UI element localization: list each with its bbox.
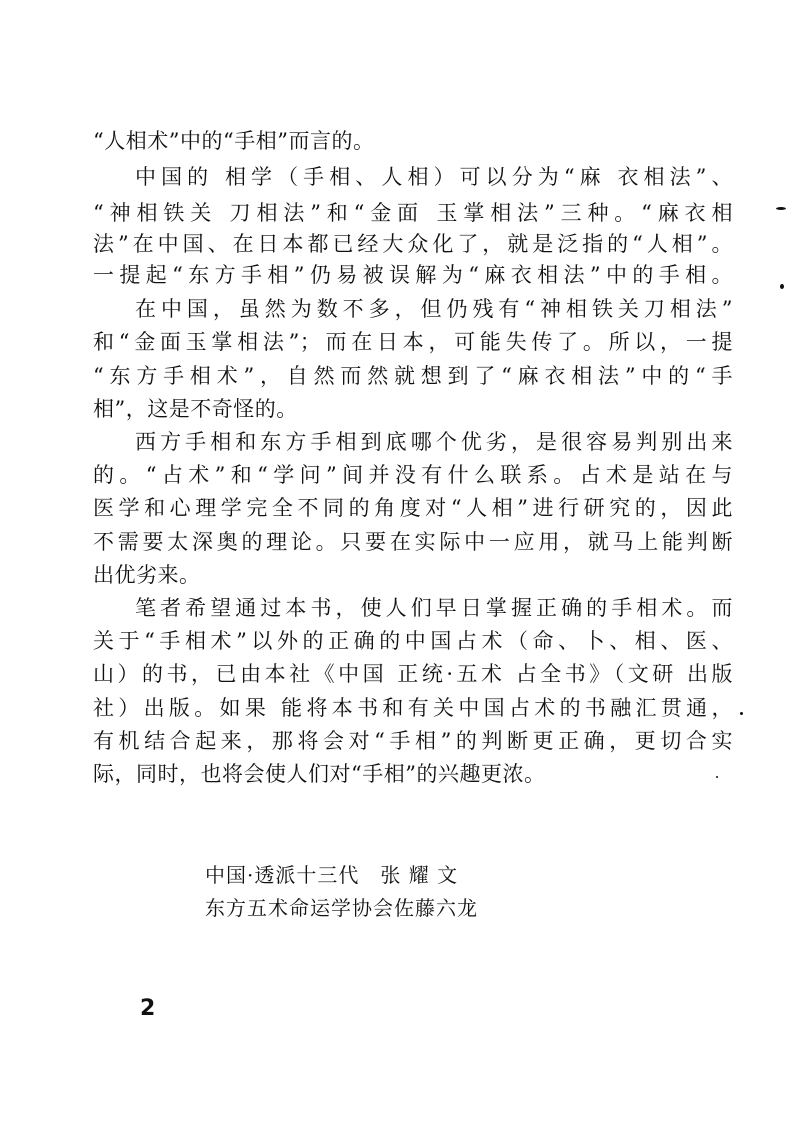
body-line: 相”，这是不奇怪的。 <box>93 397 298 421</box>
body-line: 关于“手相术”以外的正确的中国占术（命、卜、相、医、 <box>93 629 733 653</box>
body-line: 在中国，虽然为数不多，但仍残有“神相铁关刀相法” <box>135 297 733 321</box>
body-line: “神相铁关 刀相法”和“金面 玉掌相法”三种。“麻衣相 <box>93 201 733 225</box>
signature-line-2: 东方五术命运学协会佐藤六龙 <box>205 896 478 920</box>
scan-speck <box>776 207 786 210</box>
body-line: 出优劣来。 <box>93 563 201 587</box>
body-line: “东方手相术”，自然而然就想到了“麻衣相法”中的“手 <box>93 364 733 388</box>
body-line: 山）的书，已由本社《中国 正统·五术 占全书》（文研 出版 <box>93 662 733 686</box>
body-line: 医学和心理学完全不同的角度对“人相”进行研究的，因此 <box>93 496 733 520</box>
body-line: “人相术”中的“手相”而言的。 <box>93 129 375 153</box>
body-line: 不需要太深奥的理论。只要在实际中一应用，就马上能判断 <box>93 530 733 554</box>
body-line: 际，同时，也将会使人们对“手相”的兴趣更浓。 <box>93 762 546 786</box>
body-line: 一提起“东方手相”仍易被误解为“麻衣相法”中的手相。 <box>93 263 733 287</box>
body-line: 中国的 相学（手相、人相）可以分为“麻 衣相法”、 <box>135 165 733 189</box>
body-line: 和“金面玉掌相法”；而在日本，可能失传了。所以，一提 <box>93 330 733 354</box>
body-line: 法”在中国、在日本都已经大众化了，就是泛指的“人相”。 <box>93 232 733 256</box>
page-number: 2 <box>140 996 156 1021</box>
scan-speck <box>740 712 743 715</box>
scan-speck <box>780 284 784 289</box>
body-line: 西方手相和东方手相到底哪个优劣，是很容易判别出来 <box>135 430 733 454</box>
signature-line-1: 中国·透派十三代 张 耀 文 <box>205 863 459 887</box>
scan-speck <box>716 776 718 778</box>
body-line: 有机结合起来，那将会对“手相”的判断更正确，更切合实 <box>93 729 733 753</box>
body-line: 社）出版。如果 能将本书和有关中国占术的书融汇贯通， <box>93 696 733 720</box>
body-line: 的。“占术”和“学问”间并没有什么联系。占术是站在与 <box>93 463 733 487</box>
body-line: 笔者希望通过本书，使人们早日掌握正确的手相术。而 <box>135 596 733 620</box>
